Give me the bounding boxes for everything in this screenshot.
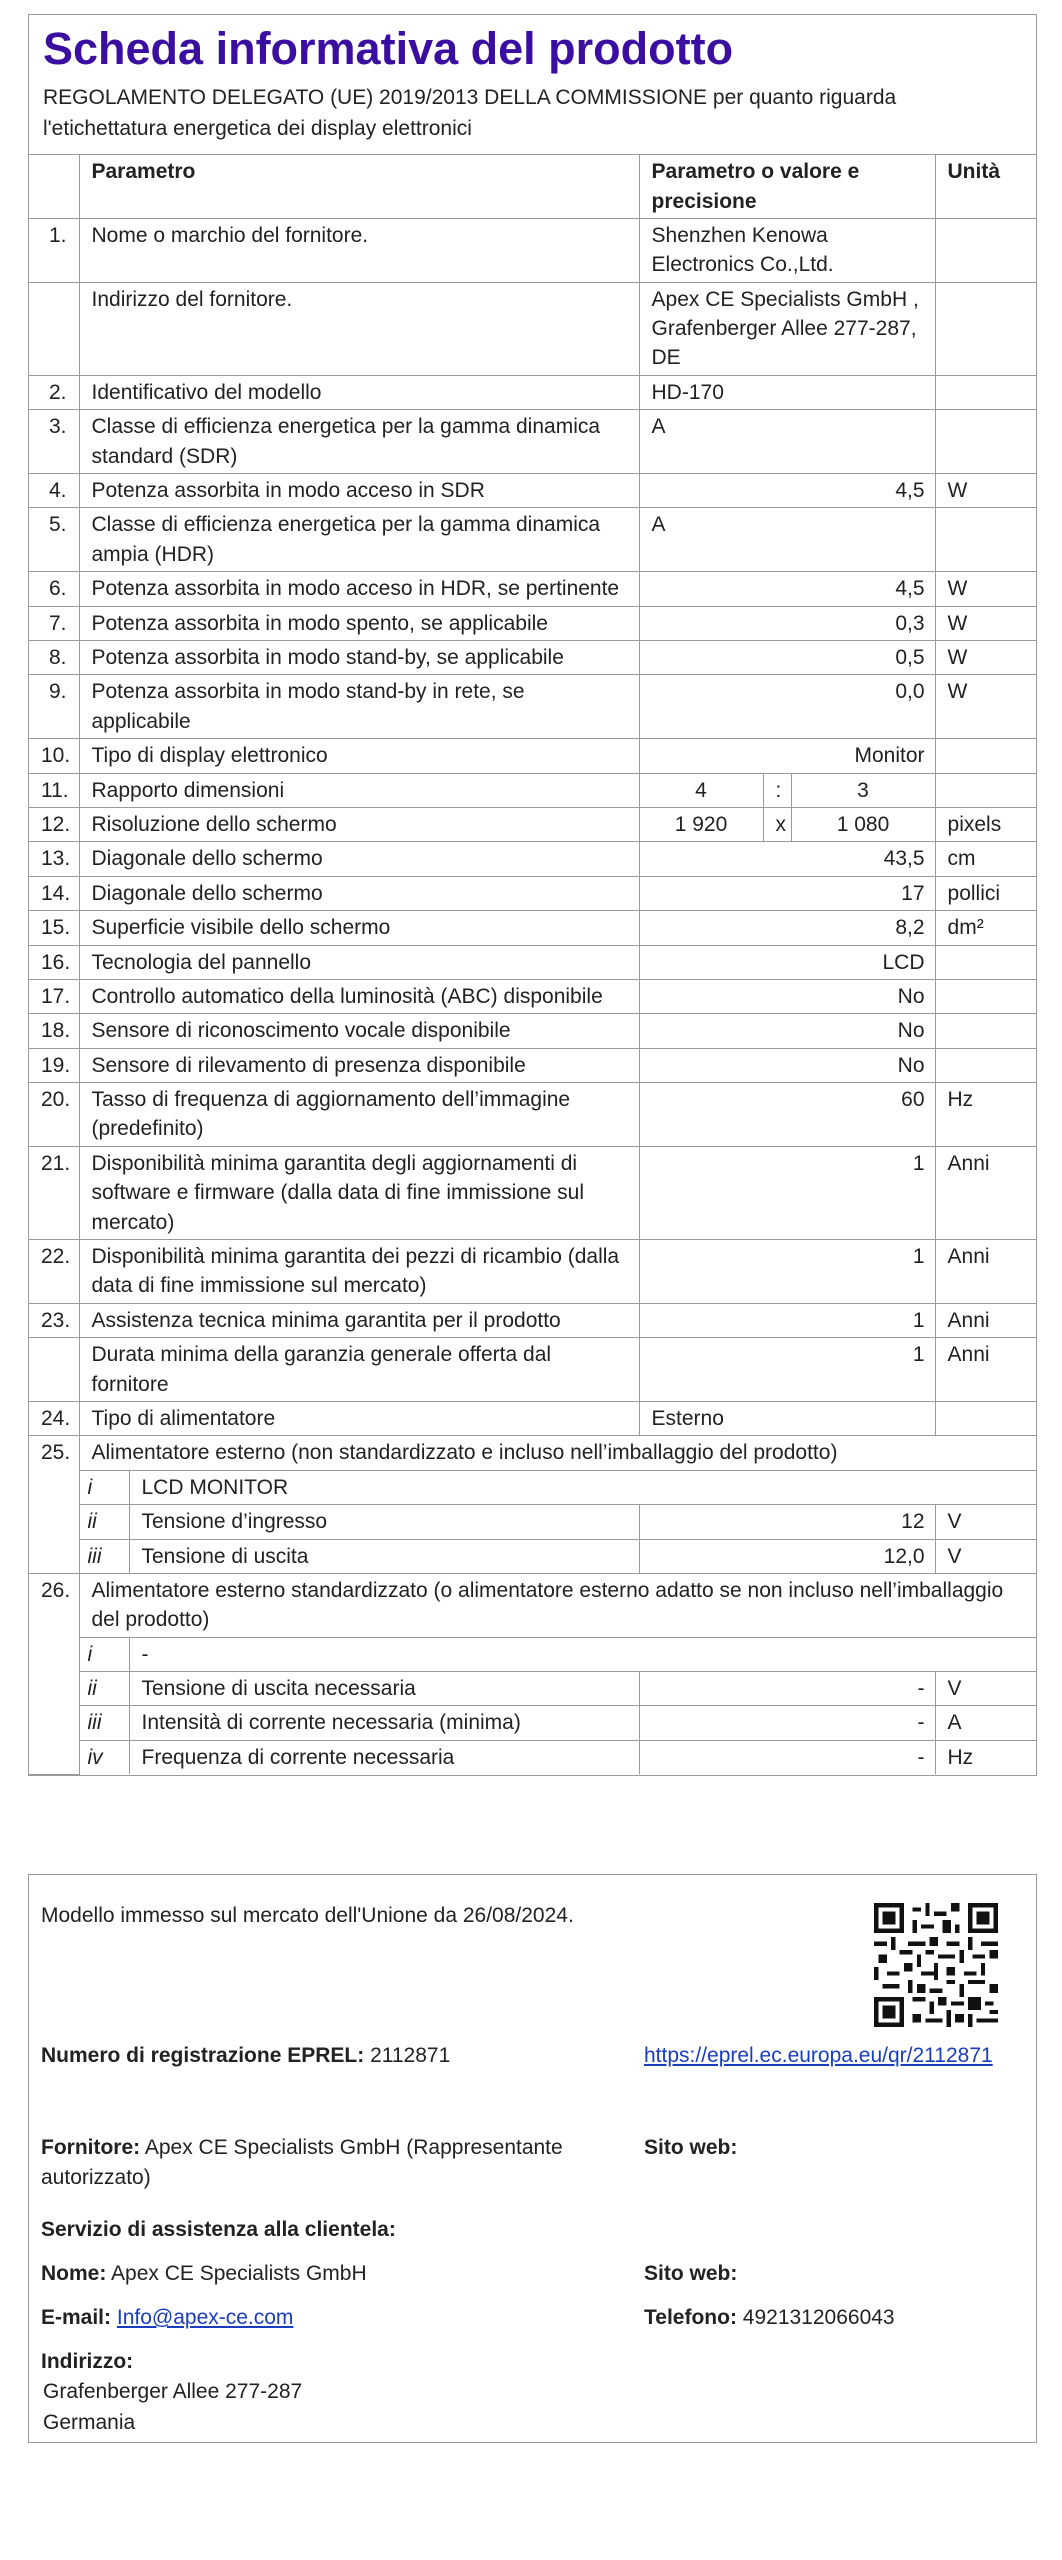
row-value: HD-170	[639, 375, 935, 409]
row-number: 2.	[29, 375, 79, 409]
sub-label: Frequenza di corrente necessaria	[129, 1740, 639, 1774]
row-parameter: Risoluzione dello schermo	[79, 807, 639, 841]
row-value: 1	[639, 1303, 935, 1337]
eprel-link[interactable]: https://eprel.ec.europa.eu/qr/2112871	[644, 2044, 993, 2067]
table-row	[29, 1048, 1036, 1082]
row-parameter: Disponibilità minima garantita degli aggiornamenti di software e firmware (dalla data di fine immissione sul mercato)	[79, 1146, 639, 1239]
row-parameter: Diagonale dello schermo	[79, 876, 639, 910]
contact-name	[41, 2259, 367, 2289]
row-number: 13.	[29, 842, 79, 876]
roman-numeral: ii	[79, 1672, 129, 1706]
phone-label: Telefono:	[644, 2306, 737, 2329]
row-number: 16.	[29, 945, 79, 979]
row-number: 1.	[29, 218, 79, 282]
page-title: Scheda informativa del prodotto	[43, 23, 734, 74]
email-link[interactable]: Info@apex-ce.com	[116, 2306, 294, 2329]
table-row	[29, 640, 1036, 674]
row-number: 5.	[29, 508, 79, 572]
aspect-ratio-row	[29, 773, 1036, 807]
table-row	[29, 218, 1036, 282]
sub-unit: V	[935, 1672, 1036, 1706]
sub-row	[29, 1740, 1036, 1774]
row-unit: cm	[935, 842, 1036, 876]
section-title: Alimentatore esterno (non standardizzato e incluso nell’imballaggio del prodotto)	[79, 1436, 1036, 1470]
row-unit	[935, 945, 1036, 979]
supplier-label: Fornitore:	[41, 2136, 141, 2159]
row-parameter: Potenza assorbita in modo acceso in HDR, se pertinente	[79, 572, 639, 606]
roman-numeral: iv	[79, 1740, 129, 1774]
value-b: 1 080	[791, 807, 935, 841]
row-number: 24.	[29, 1401, 79, 1435]
table-row	[29, 979, 1036, 1013]
row-unit	[935, 1401, 1036, 1435]
table-row	[29, 1338, 1036, 1402]
sub-unit: V	[935, 1539, 1036, 1573]
row-unit: dm²	[935, 911, 1036, 945]
row-value: Monitor	[639, 739, 935, 773]
table-row	[29, 508, 1036, 572]
row-number: 14.	[29, 876, 79, 910]
row-number: 11.	[29, 773, 79, 807]
row-number	[29, 1338, 79, 1402]
sheet-header	[29, 15, 1036, 155]
row-value: 0,0	[639, 675, 935, 739]
row-unit	[935, 508, 1036, 572]
table-row	[29, 282, 1036, 375]
row-parameter: Tecnologia del pannello	[79, 945, 639, 979]
psu-type-row	[29, 1401, 1036, 1435]
row-value: 1	[639, 1338, 935, 1402]
row-number: 23.	[29, 1303, 79, 1337]
sub-row	[29, 1539, 1036, 1573]
sub-unit: Hz	[935, 1740, 1036, 1774]
value-separator: x	[763, 807, 791, 841]
roman-numeral: ii	[79, 1505, 129, 1539]
row-parameter: Superficie visibile dello schermo	[79, 911, 639, 945]
sub-value: -	[639, 1706, 935, 1740]
row-parameter: Assistenza tecnica minima garantita per il prodotto	[79, 1303, 639, 1337]
name-value: Apex CE Specialists GmbH	[111, 2262, 367, 2285]
sub-row	[29, 1672, 1036, 1706]
row-number: 19.	[29, 1048, 79, 1082]
row-value: LCD	[639, 945, 935, 979]
row-parameter: Indirizzo del fornitore.	[79, 282, 639, 375]
table-row	[29, 474, 1036, 508]
row-parameter: Diagonale dello schermo	[79, 842, 639, 876]
row-number: 18.	[29, 1014, 79, 1048]
row-parameter: Classe di efficienza energetica per la gamma dinamica standard (SDR)	[79, 410, 639, 474]
table-row	[29, 375, 1036, 409]
header-value: Parametro o valore e precisione	[639, 155, 935, 218]
supplier-block	[41, 2133, 636, 2194]
contact-phone	[644, 2303, 895, 2333]
row-parameter: Potenza assorbita in modo spento, se applicabile	[79, 606, 639, 640]
row-parameter: Tipo di display elettronico	[79, 739, 639, 773]
value-separator: :	[763, 773, 791, 807]
header-parameter: Parametro	[79, 155, 639, 218]
table-row	[29, 739, 1036, 773]
row-unit	[935, 410, 1036, 474]
row-unit	[935, 375, 1036, 409]
sub-value: -	[639, 1672, 935, 1706]
supplier-website-label: Sito web:	[644, 2136, 738, 2159]
row-number: 12.	[29, 807, 79, 841]
row-number: 21.	[29, 1146, 79, 1239]
row-unit: pixels	[935, 807, 1036, 841]
roman-numeral: i	[79, 1637, 129, 1671]
phone-value: 4921312066043	[742, 2306, 895, 2329]
row-parameter: Durata minima della garanzia generale offerta dal fornitore	[79, 1338, 639, 1402]
row-number: 25.	[29, 1436, 79, 1574]
row-number	[29, 282, 79, 375]
customer-service-heading: Servizio di assistenza alla clientela:	[41, 2218, 396, 2241]
sub-row	[29, 1637, 1036, 1671]
address-label: Indirizzo:	[41, 2350, 134, 2373]
sub-label: Tensione d’ingresso	[129, 1505, 639, 1539]
row-parameter: Classe di efficienza energetica per la gamma dinamica ampia (HDR)	[79, 508, 639, 572]
row-unit	[935, 282, 1036, 375]
row-number: 3.	[29, 410, 79, 474]
row-unit: Anni	[935, 1338, 1036, 1402]
value-a: 1 920	[639, 807, 763, 841]
row-parameter: Disponibilità minima garantita dei pezzi di ricambio (dalla data di fine immissione sul mercato)	[79, 1240, 639, 1304]
row-value: A	[639, 410, 935, 474]
row-unit: W	[935, 606, 1036, 640]
row-value: 43,5	[639, 842, 935, 876]
address-line-1: Grafenberger Allee 277-287	[43, 2380, 303, 2404]
table-row	[29, 1146, 1036, 1239]
row-value: 60	[639, 1083, 935, 1147]
sub-unit: A	[935, 1706, 1036, 1740]
header-unit: Unità	[935, 155, 1036, 218]
table-row	[29, 876, 1036, 910]
resolution-row	[29, 807, 1036, 841]
row-unit: Hz	[935, 1083, 1036, 1147]
row-number: 10.	[29, 739, 79, 773]
row-parameter: Identificativo del modello	[79, 375, 639, 409]
qr-code-icon	[874, 1903, 998, 2027]
row-number: 26.	[29, 1573, 79, 1774]
row-unit: W	[935, 572, 1036, 606]
table-row	[29, 675, 1036, 739]
row-parameter: Potenza assorbita in modo acceso in SDR	[79, 474, 639, 508]
table-row	[29, 842, 1036, 876]
table-row	[29, 1303, 1036, 1337]
row-parameter: Tasso di frequenza di aggiornamento dell’immagine (predefinito)	[79, 1083, 639, 1147]
value-a: 4	[639, 773, 763, 807]
row-unit	[935, 979, 1036, 1013]
table-row	[29, 1240, 1036, 1304]
row-unit	[935, 773, 1036, 807]
name-label: Nome:	[41, 2262, 107, 2285]
roman-numeral: iii	[79, 1539, 129, 1573]
address-block	[41, 2347, 302, 2438]
row-parameter: Nome o marchio del fornitore.	[79, 218, 639, 282]
value-b: 3	[791, 773, 935, 807]
row-value: 4,5	[639, 474, 935, 508]
service-website-label: Sito web:	[644, 2262, 738, 2285]
row-value: A	[639, 508, 935, 572]
row-number: 22.	[29, 1240, 79, 1304]
row-value: Shenzhen Kenowa Electronics Co.,Ltd.	[639, 218, 935, 282]
row-number: 6.	[29, 572, 79, 606]
sub-label: LCD MONITOR	[129, 1470, 1036, 1504]
product-information-sheet	[28, 14, 1037, 1776]
row-unit	[935, 218, 1036, 282]
eprel-label: Numero di registrazione EPREL:	[41, 2044, 365, 2067]
table-row	[29, 1083, 1036, 1147]
row-value: Apex CE Specialists GmbH , Grafenberger Allee 277-287, DE	[639, 282, 935, 375]
row-number: 17.	[29, 979, 79, 1013]
row-unit: pollici	[935, 876, 1036, 910]
row-parameter: Potenza assorbita in modo stand-by, se applicabile	[79, 640, 639, 674]
row-number: 8.	[29, 640, 79, 674]
sub-value: -	[639, 1740, 935, 1774]
parameters-table	[29, 155, 1036, 1775]
sub-value: 12	[639, 1505, 935, 1539]
row-unit	[935, 1048, 1036, 1082]
market-date-text: Modello immesso sul mercato dell'Unione da 26/08/2024.	[41, 1904, 574, 1927]
row-number: 20.	[29, 1083, 79, 1147]
sub-label: -	[129, 1637, 1036, 1671]
contact-email	[41, 2303, 293, 2333]
row-unit: Anni	[935, 1146, 1036, 1239]
table-header-row	[29, 155, 1036, 218]
row-parameter: Sensore di rilevamento di presenza disponibile	[79, 1048, 639, 1082]
external-psu-row	[29, 1436, 1036, 1470]
eprel-registration	[41, 2041, 450, 2071]
row-value: 0,5	[639, 640, 935, 674]
regulation-subtitle: REGOLAMENTO DELEGATO (UE) 2019/2013 DELLA COMMISSIONE per quanto riguarda l'etichettatura energetica dei display elettronici	[43, 86, 897, 140]
table-row	[29, 1014, 1036, 1048]
sub-row	[29, 1470, 1036, 1504]
row-parameter: Tipo di alimentatore	[79, 1401, 639, 1435]
eprel-number: 2112871	[370, 2044, 451, 2067]
row-parameter: Potenza assorbita in modo stand-by in rete, se applicabile	[79, 675, 639, 739]
row-value: 1	[639, 1146, 935, 1239]
row-unit	[935, 1014, 1036, 1048]
row-unit: Anni	[935, 1240, 1036, 1304]
sub-label: Tensione di uscita	[129, 1539, 639, 1573]
table-row	[29, 572, 1036, 606]
row-unit	[935, 739, 1036, 773]
table-row	[29, 606, 1036, 640]
row-value: No	[639, 979, 935, 1013]
row-value: 0,3	[639, 606, 935, 640]
row-value: No	[639, 1014, 935, 1048]
row-value: 17	[639, 876, 935, 910]
address-line-2: Germania	[43, 2410, 136, 2434]
table-row	[29, 410, 1036, 474]
sub-unit: V	[935, 1505, 1036, 1539]
row-value: No	[639, 1048, 935, 1082]
table-row	[29, 945, 1036, 979]
sub-row	[29, 1706, 1036, 1740]
row-parameter: Rapporto dimensioni	[79, 773, 639, 807]
row-number: 9.	[29, 675, 79, 739]
row-parameter: Controllo automatico della luminosità (ABC) disponibile	[79, 979, 639, 1013]
section-title: Alimentatore esterno standardizzato (o alimentatore esterno adatto se non incluso nell’imballaggio del prodotto)	[79, 1573, 1036, 1637]
standard-psu-row	[29, 1573, 1036, 1637]
row-value: 8,2	[639, 911, 935, 945]
sub-row	[29, 1505, 1036, 1539]
eprel-url-block	[644, 2041, 1014, 2071]
row-number: 15.	[29, 911, 79, 945]
row-value: 1	[639, 1240, 935, 1304]
email-label: E-mail:	[41, 2306, 112, 2329]
sub-label: Tensione di uscita necessaria	[129, 1672, 639, 1706]
sub-label: Intensità di corrente necessaria (minima)	[129, 1706, 639, 1740]
roman-numeral: iii	[79, 1706, 129, 1740]
roman-numeral: i	[79, 1470, 129, 1504]
row-unit: W	[935, 474, 1036, 508]
sub-value: 12,0	[639, 1539, 935, 1573]
row-parameter: Sensore di riconoscimento vocale disponibile	[79, 1014, 639, 1048]
row-number: 4.	[29, 474, 79, 508]
footer-box	[28, 1874, 1037, 2443]
row-value: Esterno	[639, 1401, 935, 1435]
row-unit: Anni	[935, 1303, 1036, 1337]
table-row	[29, 911, 1036, 945]
supplier-value: Apex CE Specialists GmbH (Rappresentante autorizzato)	[41, 2136, 563, 2190]
row-unit: W	[935, 675, 1036, 739]
row-unit: W	[935, 640, 1036, 674]
row-value: 4,5	[639, 572, 935, 606]
row-number: 7.	[29, 606, 79, 640]
